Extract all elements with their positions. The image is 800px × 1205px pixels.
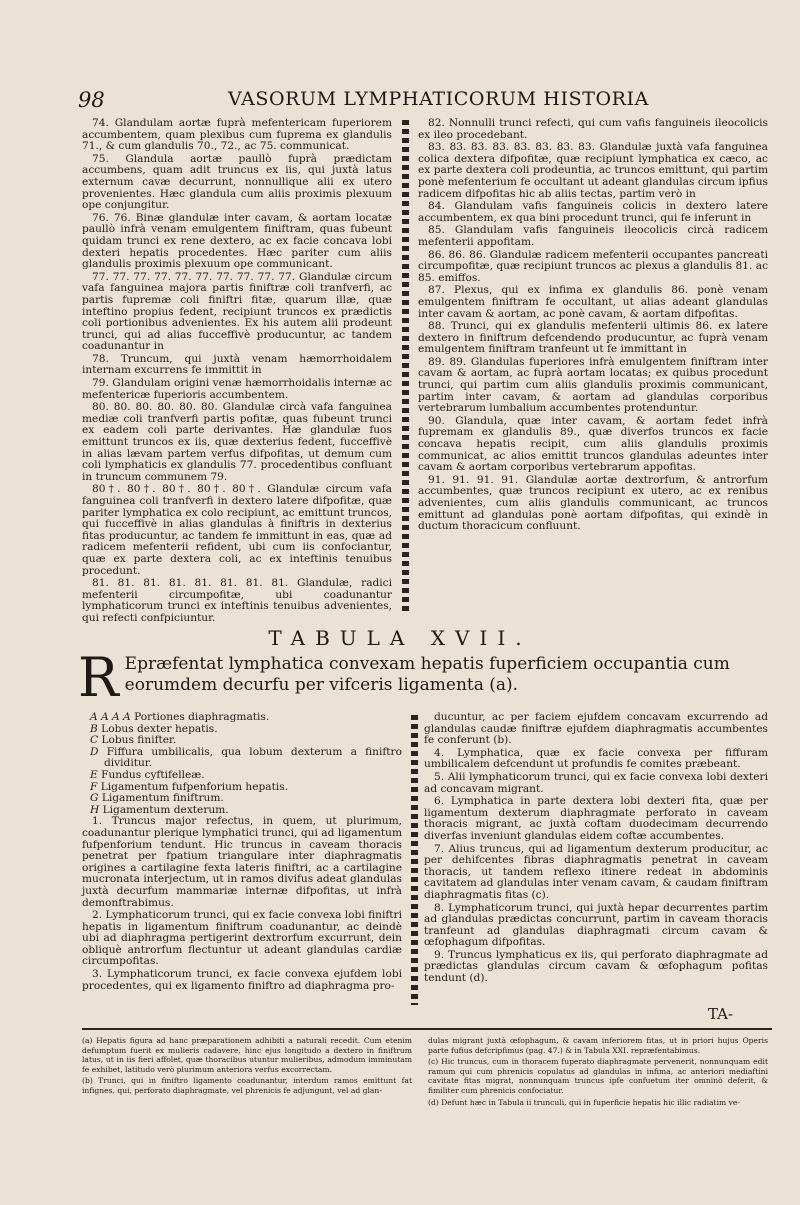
legend-key: H: [90, 803, 100, 816]
paragraph: 80†. 80†. 80†. 80†. 80†. Glandulæ circum vafa fanguinea coli tranfverfi in dextero latere difpofitæ, quæ pariter lymphatica ex colo recipiunt, ac emittunt truncos, qui fucceffivè in alias glandulas à finiftris in dexterius fitas producuntur, ac tandem fe immittunt in eas, quæ ad radicem mefenterii refident, ubi cum iis confociantur, quæ ex parte dextera coli, ac ex inteftinis tenuibus procedunt.: [82, 483, 392, 577]
paragraph: 77. 77. 77. 77. 77. 77. 77. 77. 77. 77. Glandulæ circum vafa fanguinea majora partis finiftræ coli tranfverfi, ac partis fupremæ coli finiftri fitæ, quarum illæ, quæ inteftino propius fedent, recipiunt truncos ex prædictis coli portionibus advenientes. Ex his autem alii prodeunt trunci, qui ad alias fucceffivè producuntur, ac tandem coadunantur in: [82, 270, 392, 353]
column-ornament-divider: [402, 120, 409, 615]
footnote: (b) Trunci, qui in finiftro ligamento coadunantur, interdum ramos emittunt fat infignes, qui, perforato diaphragmate, vel phrenicis fe adjungunt, vel ad glan-: [82, 1076, 412, 1095]
legend-key: C: [90, 734, 99, 747]
footnote: (a) Hepatis figura ad hanc præparationem adhibiti a naturali recedit. Cum etenim defumptum fuerit ex mulieris cadavere, hinc ejus longitudo a dextero in finiftrum latus, ut in iis fieri affolet, quæ thoracibus utuntur mulieribus, admodum imminutam fe exhibet, latitudo verò plurimum anteriora verfus excorrectam.: [82, 1036, 412, 1074]
page-header: [78, 88, 738, 112]
legend-key: B: [90, 722, 98, 735]
paragraph: 90. Glandula, quæ inter cavam, & aortam fedet infrà fupremam ex glandulis 89., quæ diverfos truncos ex facie concava hepatis recipit, cum aliis glandulis proximis communicat, ac alios emittit truncos glandulas adeuntes inter cavam & aortam corporibus vertebrarum appofitas.: [418, 414, 768, 474]
column-ornament-divider-lower: [411, 715, 418, 1005]
running-title: VASORUM LYMPHATICORUM HISTORIA: [228, 88, 649, 110]
paragraph: 91. 91. 91. 91. Glandulæ aortæ dextrorfum, & antrorfum accumbentes, quæ truncos recipiunt ex utero, ac ex renibus advenientes, cum aliis glandulis communicant, ac truncos emittunt ad glandulas ponè aortam difpofitas, qui exindè in ductum thoracicum confluunt.: [418, 473, 768, 533]
paragraph: ducuntur, ac per faciem ejufdem concavam excurrendo ad glandulas caudæ finiftræ ejufdem diaphragmatis accumbentes fe conferunt (b).: [424, 711, 768, 747]
legend-key: G: [90, 792, 99, 805]
legend-key: D: [90, 745, 99, 758]
footnote-rule: [82, 1028, 772, 1030]
footnote: (c) Hic truncus, cum in thoracem fuperato diaphragmate pervenerit, nonnunquam edit ramum qui cum phrenicis copulatus ad glandulas in infima, ac anteriori mediaftini cavitate fitas migrat, nonnunquam truncus ipfe confuetum iter omninò deferit, & fimiliter cum phrenicis confociatur.: [428, 1057, 768, 1095]
drop-cap: R: [78, 646, 119, 709]
paragraph: 8. Lymphaticorum trunci, qui juxtà hepar decurrentes partim ad glandulas prædictas concurrunt, partim in caveam thoracis tranfeunt ad glandulas diaphragmati circum cavam & œfophagum difpofitas.: [424, 901, 768, 949]
paragraph: 79. Glandulam origini venæ hæmorrhoidalis internæ ac mefentericæ fuperioris accumbentem.: [82, 377, 392, 401]
legend-text: Lobus dexter hepatis.: [101, 722, 218, 735]
paragraph: 74. Glandulam aortæ fuprà mefentericam fuperiorem accumbentem, quam plexibus cum fuprema ex glandulis 71., & cum glandulis 70., 72., ac 75. communicat.: [82, 117, 392, 153]
paragraph: 88. Trunci, qui ex glandulis mefenterii ultimis 86. ex latere dextero in finiftrum defcendendo producuntur, ac fuprà venam emulgentem finiftram tranfeunt ut fe immittant in: [418, 320, 768, 356]
paragraph: 6. Lymphatica in parte dextera lobi dexteri fita, quæ per ligamentum dexterum diaphragmate perforato in caveam thoracis migrant, ac juxtà coftam duodecimam decurrendo diverfas inveniunt glandulas eidem coftæ accumbentes.: [424, 795, 768, 842]
paragraph: 89. 89. Glandulas fuperiores infrà emulgentem finiftram inter cavam & aortam, ac fuprà aortam locatas; ex quibus procedunt trunci, qui partim cum aliis glandulis proximis communicant, partim inter cavam, & aortam ad glandulas corporibus vertebrarum lumbalium accumbentes protenduntur.: [418, 355, 768, 415]
paragraph: 85. Glandulam vafis fanguineis ileocolicis circà radicem mefenterii appofitam.: [418, 224, 768, 248]
paragraph: 86. 86. 86. Glandulæ radicem mefenterii occupantes pancreati circumpofitæ, quæ recipiunt truncos ac plexus a glandulis 81. ac 85. emiffos.: [418, 248, 768, 284]
catchword: TA-: [708, 1005, 734, 1023]
plate-description: [78, 646, 768, 709]
paragraph: 78. Truncum, qui juxtà venam hæmorrhoidalem internam excurrens fe immittit in: [82, 352, 392, 377]
legend-key: E: [90, 768, 98, 781]
paragraph: 4. Lymphatica, quæ ex facie convexa per fiffuram umbilicalem defcendunt ut profundis fe comites præbeant.: [424, 746, 768, 771]
paragraph: 3. Lymphaticorum trunci, ex facie convexa ejufdem lobi procedentes, qui ex ligamento finiftro ad diaphragma pro-: [82, 968, 402, 992]
paragraph: 82. Nonnulli trunci refecti, qui cum vafis fanguineis ileocolicis ex ileo procedebant.: [418, 117, 768, 141]
legend-text: Ligamentum finiftrum.: [101, 792, 224, 805]
plate-description-text: Epræfentat lymphatica convexam hepatis fuperficiem occupantia cum eorumdem decurfu per vifceris ligamenta (a).: [124, 654, 730, 695]
footnote: dulas migrant juxtà œfophagum, & cavam inferiorem fitas, ut in priori hujus Operis parte fufius defcripfimus (pag. 47.) & in Tabula XXI. repræfentabimus.: [428, 1036, 768, 1055]
legend-key: F: [90, 780, 98, 793]
legend-text: Fiffura umbilicalis, qua lobum dexterum a finiftro dividitur.: [104, 745, 402, 770]
paragraph: 83. 83. 83. 83. 83. 83. 83. 83. Glandulæ juxtà vafa fanguinea colica dextera difpofitæ, quæ recipiunt lymphatica ex cæco, ac ex parte dextera coli prodeuntia, ac truncos emittunt, qui partim ponè mefenterium fe occultant ut adeant glandulas circum ipfius radicem difpofitas hic ab aliis tectas, partim verò in: [418, 141, 768, 200]
footnotes-left: [82, 1036, 412, 1196]
lower-left-column: [82, 712, 402, 1007]
upper-left-column: [82, 117, 392, 624]
paragraph: 87. Plexus, qui ex infima ex glandulis 86. ponè venam emulgentem finiftram fe occultant, ut alias adeant glandulas inter cavam & aortam, ac ponè cavam, & aortam difpofitas.: [418, 284, 768, 320]
legend-text: Ligamentum dexterum.: [102, 803, 229, 816]
plate-title: TABULA XVII.: [268, 626, 532, 650]
paragraph: 7. Alius truncus, qui ad ligamentum dexterum producitur, ac per dehifcentes fibras diaphragmatis penetrat in caveam thoracis, ut tandem reflexo itinere redeat in abdominis cavitatem ad glandulas inter venam cavam, & caudam finiftram diaphragmatis fitas (c).: [424, 842, 768, 901]
paragraph: 1. Truncus major refectus, in quem, ut plurimum, coadunantur plerique lymphatici trunci, qui ad ligamentum fufpenforium tendunt. Hic truncus in caveam thoracis penetrat per fpatium triangulare inter diaphragmatis origines a cartilagine fexta lateris finiftri, ac a cartilagine mucronata interjectum, ut in ramos divifus adeat glandulas juxtà decurfum mammariæ internæ difpofitas, ut infrà demonftrabimus.: [82, 815, 402, 909]
legend-text: Portiones diaphragmatis.: [134, 711, 270, 723]
page-number: 98: [78, 88, 105, 112]
footnotes-right: [428, 1036, 768, 1196]
paragraph: 81. 81. 81. 81. 81. 81. 81. 81. Glandulæ, radici mefenterii circumpofitæ, ubi coadunantur lymphaticorum trunci ex inteftinis tenuibus advenientes, qui refecti confpiciuntur.: [82, 577, 392, 624]
paragraph: 80. 80. 80. 80. 80. 80. Glandulæ circà vafa fanguinea mediæ coli tranfverfi partis pofitæ, quas fubeunt trunci ex eadem coli parte derivantes. Hæ glandulæ fuos emittunt truncos ex iis, quæ dexterius fedent, fucceffivè in alias lævam partem verfus difpofitas, ut demum cum coli lymphaticis ex glandulis 77. procedentibus confluant in truncum communem 79.: [82, 401, 392, 483]
paragraph: 2. Lymphaticorum trunci, qui ex facie convexa lobi finiftri hepatis in ligamentum finiftrum coadunantur, ac deindè ubi ad diaphragma pertigerint dextrorfum excurrunt, dein obliquè antrorfum flectuntur ut adeant glandulas cardiæ circumpofitas.: [82, 909, 402, 968]
legend-item: [82, 747, 402, 770]
lower-right-column: [424, 712, 768, 1002]
upper-right-column: [418, 118, 768, 615]
legend-text: Ligamentum fufpenforium hepatis.: [100, 780, 289, 793]
paragraph: 5. Alii lymphaticorum trunci, qui ex facie convexa lobi dexteri ad concavam migrant.: [424, 770, 768, 795]
paragraph: 76. 76. Binæ glandulæ inter cavam, & aortam locatæ paullò infrà venam emulgentem finiftram, quas fubeunt quidam trunci ex rene dextero, ac ex facie concava lobi dexteri hepatis procedentes. Hæc pariter cum aliis glandulis proximis plexuum ope communicant.: [82, 211, 392, 271]
legend-key: A A A A: [90, 711, 131, 723]
paragraph: 75. Glandula aortæ paullò fuprà prædictam accumbens, quam adit truncus ex iis, qui juxtà latus externum cavæ decurrunt, nonnullique alii ex utero provenientes. Hæc glandula cum aliis proximis plexuum ope conjungitur.: [82, 152, 392, 212]
legend-text: Lobus finifter.: [101, 734, 177, 747]
paragraph: 84. Glandulam vafis fanguineis colicis in dextero latere accumbentem, ex qua bini procedunt trunci, qui fe inferunt in: [418, 200, 768, 224]
footnote: (d) Defunt hæc in Tabula ii trunculi, qui in fuperficie hepatis hic illic radiatim ve-: [428, 1097, 740, 1107]
paragraph: 9. Truncus lymphaticus ex iis, qui perforato diaphragmate ad prædictas glandulas circum cavam & œfophagum pofitas tendunt (d).: [424, 948, 768, 985]
legend-text: Fundus cyftifelleæ.: [101, 768, 205, 781]
